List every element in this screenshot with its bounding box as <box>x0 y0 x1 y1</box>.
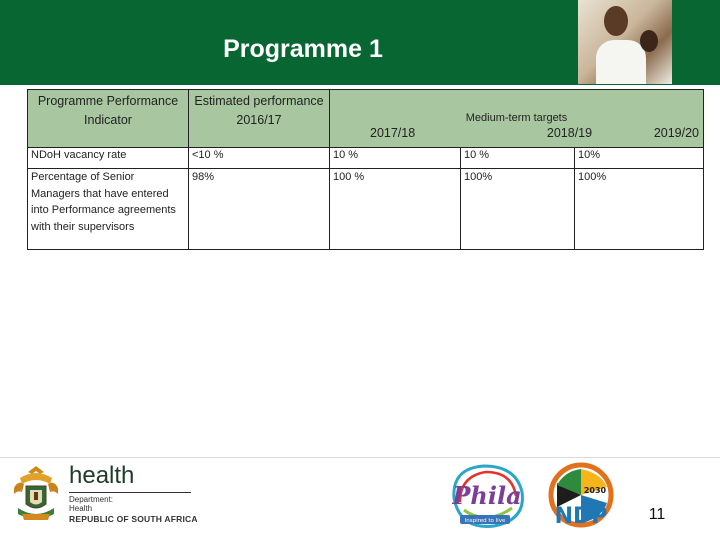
country-label: REPUBLIC OF SOUTH AFRICA <box>69 514 198 524</box>
department-line-1: Department: <box>69 495 114 504</box>
department-line-2: Health <box>69 504 93 513</box>
phila-logo-icon <box>446 462 528 532</box>
footer-divider <box>0 457 720 458</box>
department-label <box>69 495 113 513</box>
table-row <box>28 148 704 169</box>
row1-year-3: 10% <box>575 148 704 169</box>
ndp-word: NDP <box>554 504 608 529</box>
photo-figure-head <box>604 6 628 36</box>
ndp-logo-icon <box>543 461 619 533</box>
phila-tagline: Inspired to live <box>464 518 506 524</box>
header-indicator: Programme Performance Indicator <box>28 90 189 148</box>
row2-year-2: 100% <box>461 169 575 250</box>
ndp-year: 2030 <box>583 486 607 495</box>
health-rule <box>69 492 191 493</box>
health-wordmark: health <box>69 462 135 489</box>
photo-child-head <box>640 30 658 52</box>
row2-estimated: 98% <box>189 169 330 250</box>
row2-year-1: 100 % <box>330 169 461 250</box>
row1-year-1: 10 % <box>330 148 461 169</box>
slide-title: Programme 1 <box>223 35 383 63</box>
page-number: 11 <box>648 506 666 523</box>
performance-table <box>27 89 704 250</box>
row1-estimated: <10 % <box>189 148 330 169</box>
header-medium-term <box>330 90 704 148</box>
row1-year-2: 10 % <box>461 148 575 169</box>
header-year-1: 2017/18 <box>370 126 416 140</box>
header-estimated: Estimated performance 2016/17 <box>189 90 330 148</box>
phila-word: Phila <box>452 481 522 510</box>
header-photo <box>578 0 672 84</box>
row2-year-3: 100% <box>575 169 704 250</box>
header-years <box>330 126 703 140</box>
table-header-row <box>28 90 704 148</box>
row1-indicator: NDoH vacancy rate <box>28 148 189 169</box>
coat-of-arms-icon <box>10 462 62 526</box>
header-year-3: 2019/20 <box>653 126 699 140</box>
table-row <box>28 169 704 250</box>
header-year-2: 2018/19 <box>546 126 593 140</box>
photo-figure <box>596 40 646 84</box>
row2-indicator: Percentage of Senior Managers that have entered into Performance agreements with their supervisors <box>28 169 189 250</box>
header-medium-term-label: Medium-term targets <box>465 112 568 124</box>
